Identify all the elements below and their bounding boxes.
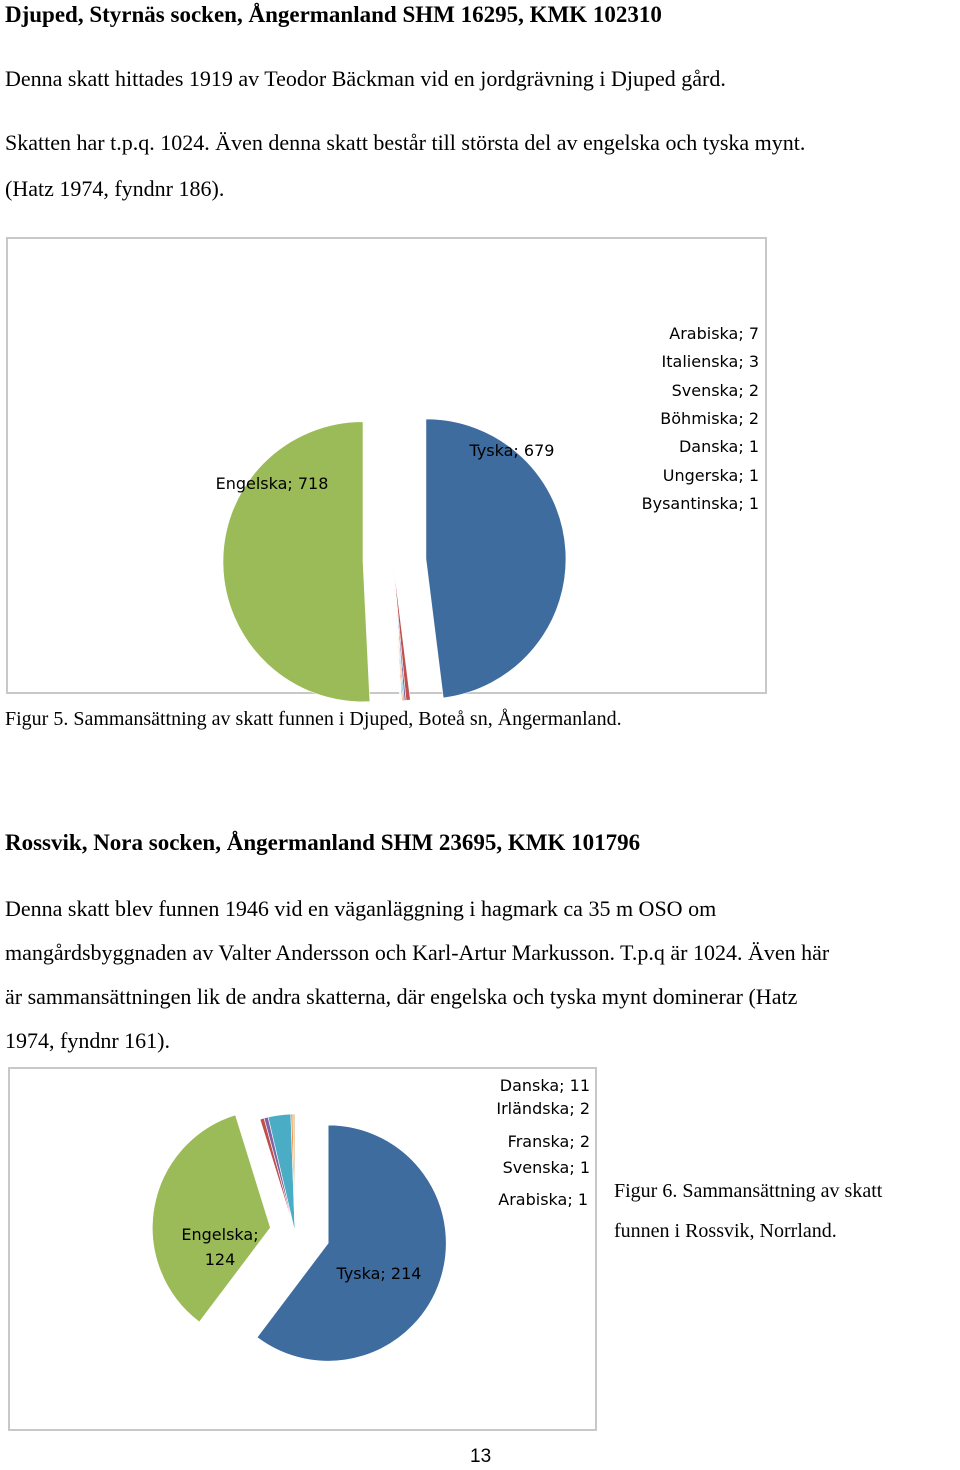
chart-1-label-tyska: Tyska; 679: [469, 441, 555, 460]
section1-heading: Djuped, Styrnäs socken, Ångermanland SHM 16295, KMK 102310: [5, 2, 662, 27]
chart-1-label-arabiska: Arabiska; 7: [669, 324, 759, 343]
figure-5-caption: Figur 5. Sammansättning av skatt funnen i Djuped, Boteå sn, Ångermanland.: [5, 708, 622, 730]
section1-line-3: (Hatz 1974, fyndnr 186).: [5, 176, 225, 201]
chart-2-label-engelska-line-2: 124: [204, 1250, 236, 1269]
chart-2-label-tyska: Tyska; 214: [336, 1264, 422, 1283]
section2-line-3: är sammansättningen lik de andra skatterna, där engelska och tyska mynt dominerar (Hatz: [5, 984, 798, 1009]
section1-line-1: Denna skatt hittades 1919 av Teodor Bäckman vid en jordgrävning i Djuped gård.: [5, 66, 726, 91]
chart-1-label-ungerska: Ungerska; 1: [662, 466, 759, 485]
section2-line-2: mangårdsbyggnaden av Valter Andersson och Karl-Artur Markusson. T.p.q är 1024. Även här: [5, 940, 830, 965]
chart-1-label-svenska: Svenska; 2: [671, 381, 759, 400]
chart-2-slice-engelska: [152, 1115, 270, 1322]
chart-1-svg: [8, 239, 769, 696]
chart-1-label-danska: Danska; 1: [678, 437, 759, 456]
page-number: 13: [470, 1446, 492, 1467]
chart-1-slice-engelska: [223, 422, 370, 702]
section2-heading: Rossvik, Nora socken, Ångermanland SHM 23695, KMK 101796: [5, 830, 641, 855]
chart-1-slice-tyska: [426, 419, 566, 698]
chart-2-slice-danska: [268, 1114, 295, 1232]
chart-2-label-irländska: Irländska; 2: [496, 1099, 590, 1118]
section1-line-2: Skatten har t.p.q. 1024. Även denna skatt består till största del av engelska och tyska mynt.: [5, 130, 806, 155]
section2-line-4: 1974, fyndnr 161).: [5, 1028, 170, 1053]
chart-1-label-engelska: Engelska; 718: [215, 474, 329, 493]
section2-line-1: Denna skatt blev funnen 1946 vid en väganläggning i hagmark ca 35 m OSO om: [5, 896, 717, 921]
figure-6-caption-line-1: Figur 6. Sammansättning av skatt: [614, 1180, 883, 1202]
chart-2-label-franska: Franska; 2: [507, 1132, 590, 1151]
chart-2-label-danska: Danska; 11: [499, 1076, 590, 1095]
chart-2-label-svenska: Svenska; 1: [502, 1158, 590, 1177]
chart-2-svg: [10, 1069, 599, 1433]
chart-1-label-italienska: Italienska; 3: [661, 352, 759, 371]
chart-2-label-engelska-line-1: Engelska;: [181, 1225, 259, 1244]
chart-2-frame: [8, 1067, 597, 1431]
chart-2-label-arabiska: Arabiska; 1: [498, 1190, 588, 1209]
chart-1-label-böhmiska: Böhmiska; 2: [660, 409, 759, 428]
chart-1-frame: [6, 237, 767, 694]
figure-6-caption-line-2: funnen i Rossvik, Norrland.: [614, 1220, 837, 1242]
chart-1-label-bysantinska: Bysantinska; 1: [641, 494, 759, 513]
